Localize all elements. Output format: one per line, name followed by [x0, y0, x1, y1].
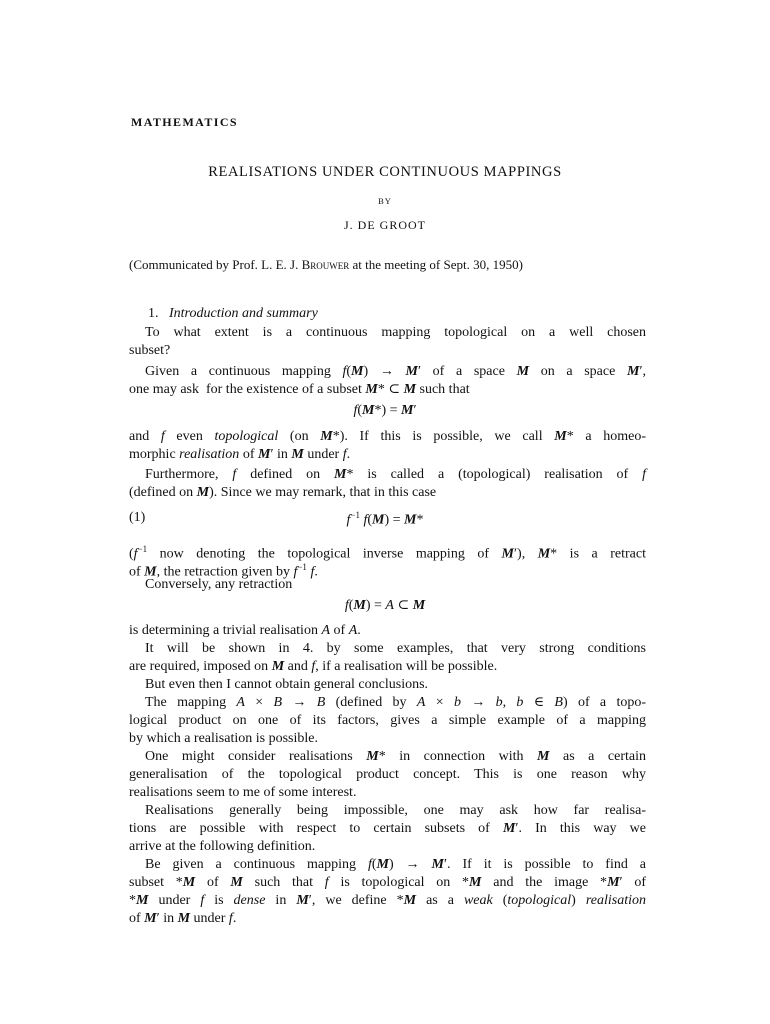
text-line: realisations seem to me of some interest.: [129, 785, 357, 800]
section-label: MATHEMATICS: [131, 115, 238, 129]
paper-title: REALISATIONS UNDER CONTINUOUS MAPPINGS: [208, 164, 562, 180]
text-line: logical product on one of its factors, gives a simple example of a mapping: [129, 713, 646, 728]
text-line: But even then I cannot obtain general conclusions.: [145, 677, 429, 692]
text-line: Conversely, any retraction: [145, 577, 293, 592]
text-line: Realisations generally being impossible, one may ask how far realisa-: [145, 803, 646, 818]
text-line: Given a continuous mapping f(M) → M′ of a space M on a space M′,: [145, 364, 646, 379]
text-line: tions are possible with respect to certain subsets of M′. In this way we: [129, 821, 646, 836]
text-line: is determining a trivial realisation A of A.: [129, 623, 361, 638]
text-line: generalisation of the topological product concept. This is one reason why: [129, 767, 646, 782]
display-equation: $f^{-1}$ f(M) = M*: [346, 510, 424, 528]
text-line: Furthermore, f defined on M* is called a (topological) realisation of f: [145, 467, 646, 482]
equation-number: (1): [129, 510, 146, 525]
text-line: One might consider realisations M* in connection with M as a certain: [145, 749, 646, 764]
text-line: of M′ in M under f.: [129, 911, 237, 926]
text-line: To what extent is a continuous mapping topological on a well chosen: [145, 325, 646, 340]
text-line: one may ask for the existence of a subset M* ⊂ M such that: [129, 382, 470, 397]
text-line: It will be shown in 4. by some examples, that very strong conditions: [145, 641, 646, 656]
display-equation: f(M) = A ⊂ M: [344, 598, 426, 613]
text-line: of M, the retraction given by $f^{-1}$ f.: [129, 562, 318, 580]
text-line: by which a realisation is possible.: [129, 731, 318, 746]
text-line: (defined on M). Since we may remark, that in this case: [129, 485, 437, 500]
text-line: ($f^{-1}$ now denoting the topological inverse mapping of M′), M* is a retract: [129, 544, 647, 562]
text-line: The mapping A × B → B (defined by A × b → b, b ∈ B) of a topo-: [145, 695, 647, 710]
by-line: BY: [378, 196, 392, 206]
text-line: are required, imposed on M and f, if a realisation will be possible.: [129, 659, 498, 674]
text-line: and f even topological (on M*). If this is possible, we call M* a homeo-: [129, 429, 646, 444]
text-line: morphic realisation of M′ in M under f.: [129, 447, 351, 462]
communication-note: (Communicated by Prof. L. E. J. Brouwer at the meeting of Sept. 30, 1950): [129, 257, 523, 272]
section-heading: 1. Introduction and summary: [148, 306, 318, 321]
author-name: J. DE GROOT: [344, 218, 426, 232]
text-line: Be given a continuous mapping f(M) → M′. If it is possible to find a: [145, 857, 646, 872]
text-line: arrive at the following definition.: [129, 839, 316, 854]
text-line: subset *M of M such that f is topological on *M and the image *M′ of: [129, 875, 646, 890]
text-line: *M under f is dense in M′, we define *M as a weak (topological) realisation: [129, 893, 646, 908]
text-line: subset?: [129, 343, 171, 358]
display-equation: f(M*) = M′: [353, 403, 417, 418]
